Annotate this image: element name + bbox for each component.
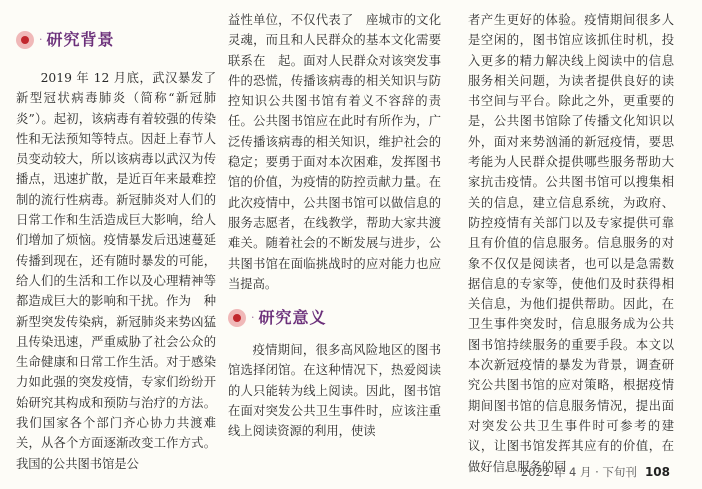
dot-separator-icon: ·: [39, 32, 43, 46]
body-paragraph: 者产生更好的体验。疫情期间很多人是空闲的，图书馆应该抓住时机，投入更多的精力解决线上阅读中的信息服务相关问题，为读者提供良好的读书空间与平台。除此之外，更重要的是，公共图书馆除了传播文化知识以外，面对来势汹涌的新冠疫情，要思考能为人民群众提供哪些服务帮助大家抗击疫情。公共图书馆可以搜集相关的信息，建立信息系统，为政府、防控疫情有关部门以及专家提供可靠且有价值的信息服务。信息服务的对象不仅仅是阅读者，也可以是急需数据信息的专家等，使他们及时获得相关信息，为他们提供帮助。因此，在卫生事件突发时，信息服务成为公共图书馆持续服务的重要手段。本文以本次新冠疫情的暴发为背景，调查研究公共图书馆的应对策略，根据疫情期间图书馆的信息服务情况，提出面对突发公共卫生事件时可参考的建议，让图书馆发挥其应有的价值，在做好信息服务的同: [468, 13, 674, 474]
section-heading-significance: [228, 304, 441, 332]
column-3: [468, 10, 674, 477]
section-heading-background: [16, 26, 216, 54]
body-paragraph: 疫情期间，很多高风险地区的图书馆选择闭馆。在这种情况下，热爱阅读的人只能转为线上阅读。因此，图书馆在面对突发公共卫生事件时，应该注重线上阅读资源的利用，使读: [228, 343, 441, 439]
heading-text: 研究背景: [46, 29, 115, 49]
page-number: 108: [644, 465, 670, 479]
page-footer: [521, 464, 670, 480]
circle-bullet-icon: [228, 309, 246, 327]
column-1: [16, 10, 216, 474]
circle-bullet-icon: [16, 31, 34, 49]
column-2: [228, 10, 441, 442]
heading-text: 研究意义: [258, 308, 327, 327]
body-paragraph: 益性单位，不仅代表了 座城市的文化灵魂，而且和人民群众的基本文化需要联系在 起。面对人民群众对该突发事件的恐慌，传播该病毒的相关知识与防控知识公共图书馆有着义不容辞的责任。公共图书馆应在此时有所作为，广泛传播该病毒的相关知识，维护社会的稳定；要勇于面对本次困难，发挥图书馆的价值，为疫情的防控贡献力量。在此次疫情中，公共图书馆可以做信息的服务志愿者，在线教学，帮助大家共渡难关。随着社会的不断发展与进步，公共图书馆在面临挑战时的应对能力也应当提高。: [228, 13, 441, 291]
body-paragraph: 2019 年 12 月底，武汉暴发了新型冠状病毒肺炎（简称“新冠肺炎”）。起初，该病毒有着较强的传染性和无法预知等特点。因赶上春节人员变动较大，所以该病毒以武汉为传播点，迅速扩散，是近百年来最难控制的流行性病毒。新冠肺炎对人们的日常工作和生活造成巨大影响，给人们增加了烦恼。疫情暴发后迅速蔓延传播到现在，还有随时暴发的可能，给人们的生活和工作以及心理精神等都造成巨大的影响和干扰。作为 种新型突发传染病，新冠肺炎来势凶猛且传染迅速，严重威胁了社会公众的生命健康和日常工作生活。对于感染力如此强的突发疫情，专家们纷纷开始研究其构成和预防与治疗的方法。我们国家各个部门齐心协力共渡难关，从各个方面逐渐改变工作方式。我国的公共图书馆是公: [16, 71, 216, 471]
issue-label: 2022 年 4 月 · 下旬刊: [520, 465, 637, 479]
dot-separator-icon: ·: [251, 311, 255, 324]
